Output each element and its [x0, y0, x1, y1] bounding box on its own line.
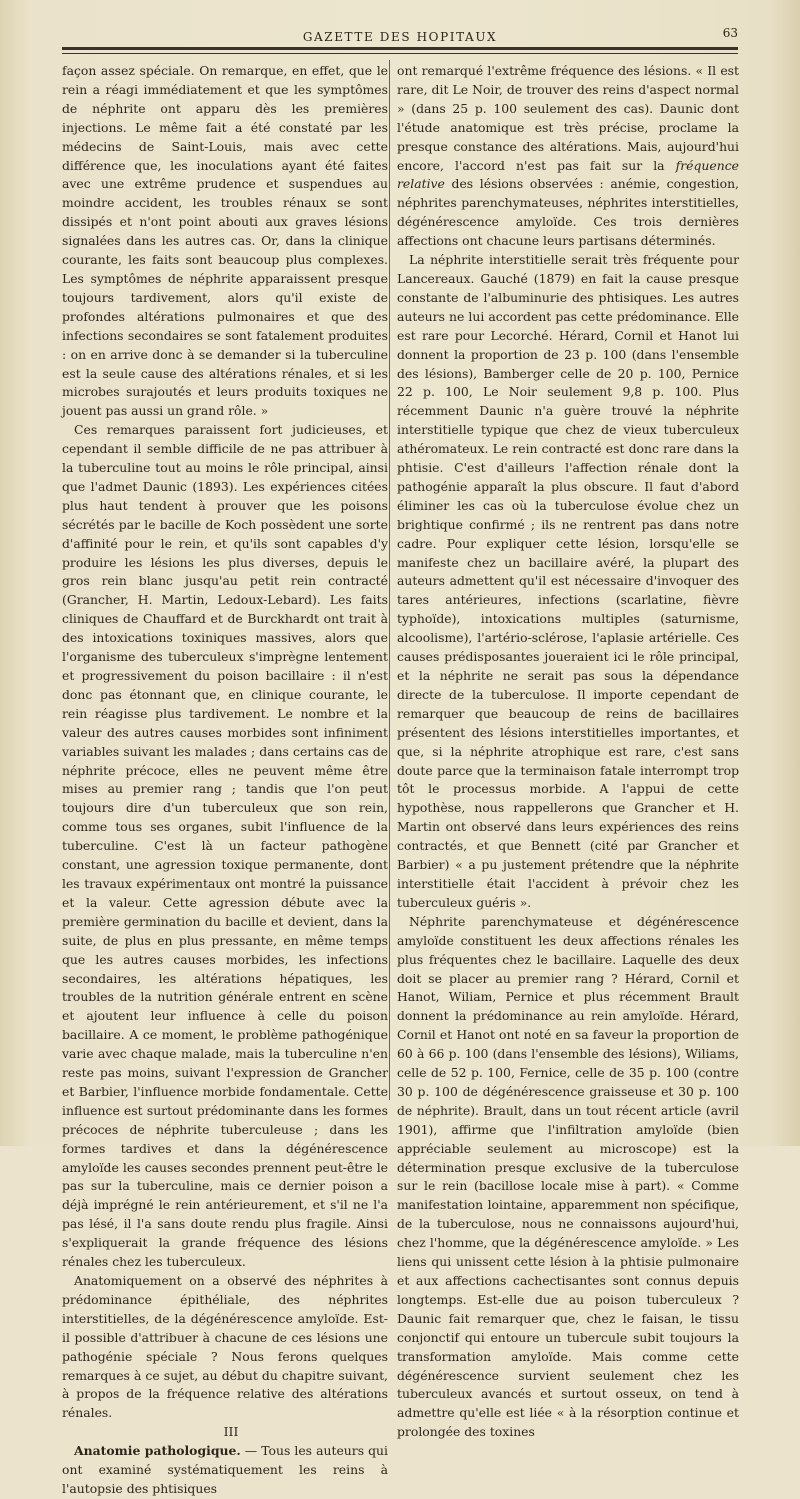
section-numeral: III: [223, 1424, 239, 1440]
section-title: Anatomie pathologique.: [74, 1443, 241, 1459]
paragraph: Anatomiquement on a observé des néphrites à prédominance épithéliale, des néphrites interstitielles, de la dégénérescence amyloïde. Est-il possible d'attribuer à chacune de ces lésions une pathogénie spéciale ? Nous ferons quelques remarques à ce sujet, au début du chapitre suivant, à propos de la fréquence relative des altérations rénales.: [62, 1273, 388, 1421]
paragraph-text: — Tous les auteurs qui ont examiné systématiquement les reins à l'autopsie des phtisiques: [62, 1443, 388, 1496]
running-title: GAZETTE DES HOPITAUX: [302, 30, 498, 44]
paragraph: [62, 1442, 388, 1499]
paragraph: Ces remarques paraissent fort judicieuses, et cependant il semble difficile de ne pas attribuer à la tuberculine tout au moins le rôle principal, ainsi que l'admet Daunic (1893). Les expériences citées plus haut tendent à prouver que les poisons sécrétés par le bacille de Koch possèdent une sorte d'affinité pour le rein, et qu'ils sont capables d'y produire les lésions les plus diverses, depuis le gros rein blanc jusqu'au petit rein contracté (Grancher, H. Martin, Ledoux-Lebard). Les faits cliniques de Chauffard et de Burckhardt ont trait à des intoxications toxiniques massives, alors que l'organisme des tuberculeux s'imprègne lentement et progressivement du poison bacillaire : il n'est donc pas étonnant que, en clinique courante, le rein réagisse plus tardivement. Le nombre et la valeur des autres causes morbides sont infiniment variables suivant les malades ; dans certains cas de néphrite précoce, elles ne peuvent même être mises au premier rang ; tandis que l'on peut toujours dire d'un tuberculeux que son rein, comme tous ses organes, subit l'influence de la tuberculine. C'est là un facteur pathogène constant, une agression toxique permanente, dont les travaux expérimentaux ont montré la puissance et la valeur. Cette agression débute avec la première germination du bacille et devient, dans la suite, de plus en plus pressante, en même temps que les autres causes morbides, les infections secondaires, les altérations hépatiques, les troubles de la nutrition générale entrent en scène et ajoutent leur influence à celle du poison bacillaire. A ce moment, le problème pathogénique varie avec chaque malade, mais la tuberculine n'en reste pas moins, suivant l'expression de Grancher et Barbier, l'influence morbide fondamentale. Cette influence est surtout prédominante dans les formes précoces de néphrite tuberculeuse ; dans les formes tardives et dans la dégénérescence amyloïde les causes secondes prennent peut-être le pas sur la tuberculine, mais ce dernier poison a déjà imprégné le rein antérieurement, et s'il ne l'a pas lésé, il l'a sans doute rendu plus fragile. Ainsi s'expliquerait la grande fréquence des lésions rénales chez les tuberculeux.: [62, 422, 388, 1270]
page-header: [62, 26, 738, 48]
paragraph: La néphrite interstitielle serait très fréquente pour Lancereaux. Gauché (1879) en fait la cause presque constante de l'albuminurie des phtisiques. Les autres auteurs ne lui accordent pas cette prédominance. Elle est rare pour Lecorché. Hérard, Cornil et Hanot lui donnent la proportion de 23 p. 100 (dans l'ensemble des lésions), Bamberger celle de 20 p. 100, Pernice 22 p. 100, Le Noir seulement 9,8 p. 100. Plus récemment Daunic n'a guère trouvé la néphrite interstitielle typique que chez de vieux tuberculeux athéromateux. Le rein contracté est donc rare dans la phtisie. C'est d'ailleurs l'affection rénale dont la pathogénie apparaît la plus obscure. Il faut d'abord éliminer les cas où la tuberculose évolue chez un brightique confirmé ; ils ne rentrent pas dans notre cadre. Pour expliquer cette lésion, lorsqu'elle se manifeste chez un bacillaire avéré, la plupart des auteurs admettent qu'il est nécessaire d'invoquer des tares antérieures, infections (scarlatine, fièvre typhoïde), intoxications multiples (saturnisme, alcoolisme), l'artério-sclérose, l'aplasie artérielle. Ces causes prédisposantes joueraient ici le rôle principal, et la néphrite ne serait pas sous la dépendance directe de la tuberculose. Il importe cependant de remarquer que beaucoup de reins de bacillaires présentent des lésions interstitielles importantes, et que, si la néphrite atrophique est rare, c'est sans doute parce que la terminaison fatale interrompt trop tôt le processus morbide. A l'appui de cette hypothèse, nous rappellerons que Grancher et H. Martin ont observé dans leurs expériences des reins contractés, et que Bennett (cité par Grancher et Barbier) « a pu justement prétendre que la néphrite interstitielle était l'accident à prévoir chez les tuberculeux guéris ».: [397, 252, 739, 910]
paragraph: [397, 62, 739, 251]
paragraph: Néphrite parenchymateuse et dégénérescence amyloïde constituent les deux affections rénales les plus fréquentes chez le bacillaire. Laquelle des deux doit se placer au premier rang ? Hérard, Cornil et Hanot, Wiliam, Pernice et plus récemment Brault donnent la prédominance au rein amyloïde. Hérard, Cornil et Hanot ont noté en sa faveur la proportion de 60 à 66 p. 100 (dans l'ensemble des lésions), Wiliams, celle de 52 p. 100, Fernice, celle de 35 p. 100 (contre 30 p. 100 de dégénérescence graisseuse et 30 p. 100 de néphrite). Brault, dans un tout récent article (avril 1901), affirme que l'infiltration amyloïde (bien appréciable seulement au microscope) est la détermination presque exclusive de la tuberculose sur le rein (bacillose locale mise à part). « Comme manifestation lointaine, apparemment non spécifique, de la tuberculose, nous ne connaissons aujourd'hui, chez l'homme, que la dégénérescence amyloïde. » Les liens qui unissent cette lésion à la phtisie pulmonaire et aux affections cachectisantes sont connus depuis longtemps. Est-elle due au poison tuberculeux ? Daunic fait remarquer que, chez le faisan, le tissu conjonctif qui entoure un tubercule subit toujours la transformation amyloïde. Mais comme cette dégénérescence survient seulement chez les tuberculeux avancés et surtout osseux, on tend à admettre qu'elle est liée « à la résorption continue et prolongée des toxines: [397, 913, 739, 1440]
header-rule-thick: [62, 47, 738, 50]
left-column: [62, 62, 388, 1499]
page-number: 63: [722, 26, 738, 40]
header-rule-thin: [62, 53, 738, 54]
paragraph: façon assez spéciale. On remarque, en effet, que le rein a réagi immédiatement et que les symptômes de néphrite ont apparu dès les premières injections. Le même fait a été constaté par les médecins de Saint-Louis, mais avec cette différence que, les inoculations ayant été faites avec une extrême prudence et suspendues au moindre accident, les troubles rénaux se sont dissipés et n'ont point abouti aux graves lésions signalées dans les autres cas. Or, dans la clinique courante, les faits sont beaucoup plus complexes. Les symptômes de néphrite apparaissent presque toujours tardivement, alors qu'il existe de profondes altérations pulmonaires et que des infections secondaires se sont fatalement produites : on en arrive donc à se demander si la tuberculine est la seule cause des altérations rénales, et si les microbes surajoutés et leurs produits toxiques ne jouent pas aussi un grand rôle. »: [62, 63, 388, 419]
column-divider: [389, 60, 390, 1100]
italic-phrase: fréquence relative: [397, 157, 739, 192]
right-column: [397, 62, 739, 1442]
paragraph-text: des lésions observées : anémie, congestion, néphrites parenchymateuses, néphrites interstitielles, dégénérescence amyloïde. Ces trois dernières affections ont chacune leurs partisans déterminés.: [397, 176, 739, 249]
paragraph-text: ont remarqué l'extrême fréquence des lésions. « Il est rare, dit Le Noir, de trouver des reins d'aspect normal » (dans 25 p. 100 seulement des cas). Daunic dont l'étude anatomique est très précise, proclame la presque constance des altérations. Mais, aujourd'hui encore, l'accord n'est pas fait sur la: [397, 63, 739, 173]
